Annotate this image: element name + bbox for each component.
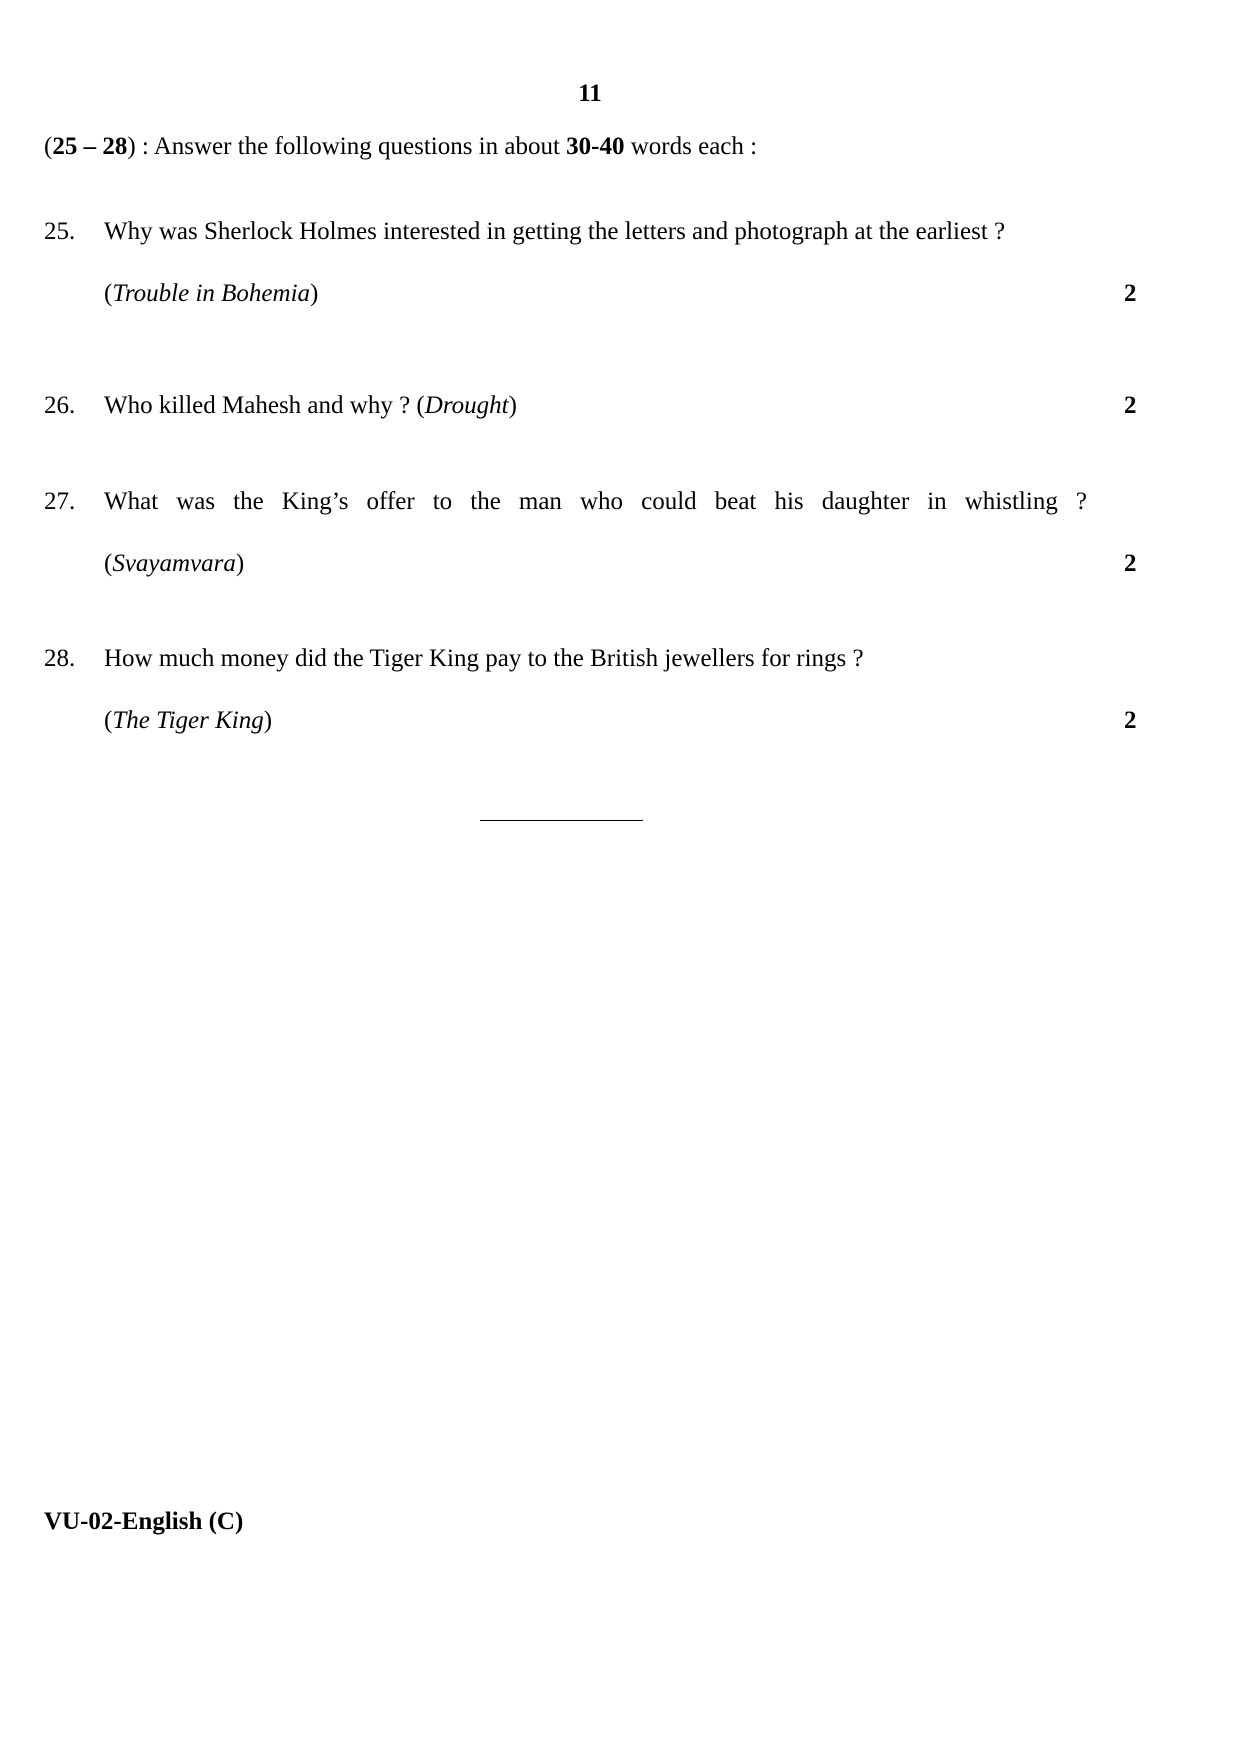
source-title: Trouble in Bohemia	[112, 280, 311, 307]
question-marks: 2	[1124, 707, 1137, 734]
question-source: (Trouble in Bohemia)	[104, 280, 319, 307]
question-number: 26.	[44, 392, 76, 419]
source-title: Drought	[424, 392, 509, 419]
question-number: 27.	[44, 488, 76, 515]
question-marks: 2	[1124, 392, 1137, 419]
question-source: (Svayamvara)	[104, 550, 245, 577]
instruction-text-end: words each :	[624, 133, 758, 160]
question-text-main: Who killed Mahesh and why ? (	[104, 392, 425, 419]
page-number: 11	[578, 80, 602, 107]
paper-code: VU-02-English (C)	[44, 1508, 244, 1535]
question-marks: 2	[1124, 550, 1137, 577]
question-text: How much money did the Tiger King pay to the British jewellers for rings ?	[104, 645, 864, 672]
question-marks: 2	[1124, 280, 1137, 307]
question-number: 25.	[44, 218, 76, 245]
end-of-section-rule	[480, 820, 643, 821]
question-range: 25 – 28	[52, 133, 128, 160]
source-title: The Tiger King	[112, 707, 264, 734]
question-text: What was the King’s offer to the man who could beat his daughter in whistling ?	[104, 488, 1087, 515]
instruction-text-start: ) : Answer the following questions in about	[127, 133, 567, 160]
section-instruction: (25 – 28) : Answer the following questions in about 30-40 words each :	[44, 133, 758, 160]
question-text: Why was Sherlock Holmes interested in getting the letters and photograph at the earliest ?	[104, 218, 1006, 245]
question-text: Who killed Mahesh and why ? (Drought)	[104, 392, 517, 419]
question-number: 28.	[44, 645, 76, 672]
word-limit: 30-40	[566, 133, 625, 160]
source-title: Svayamvara	[112, 550, 236, 577]
question-source: (The Tiger King)	[104, 707, 273, 734]
